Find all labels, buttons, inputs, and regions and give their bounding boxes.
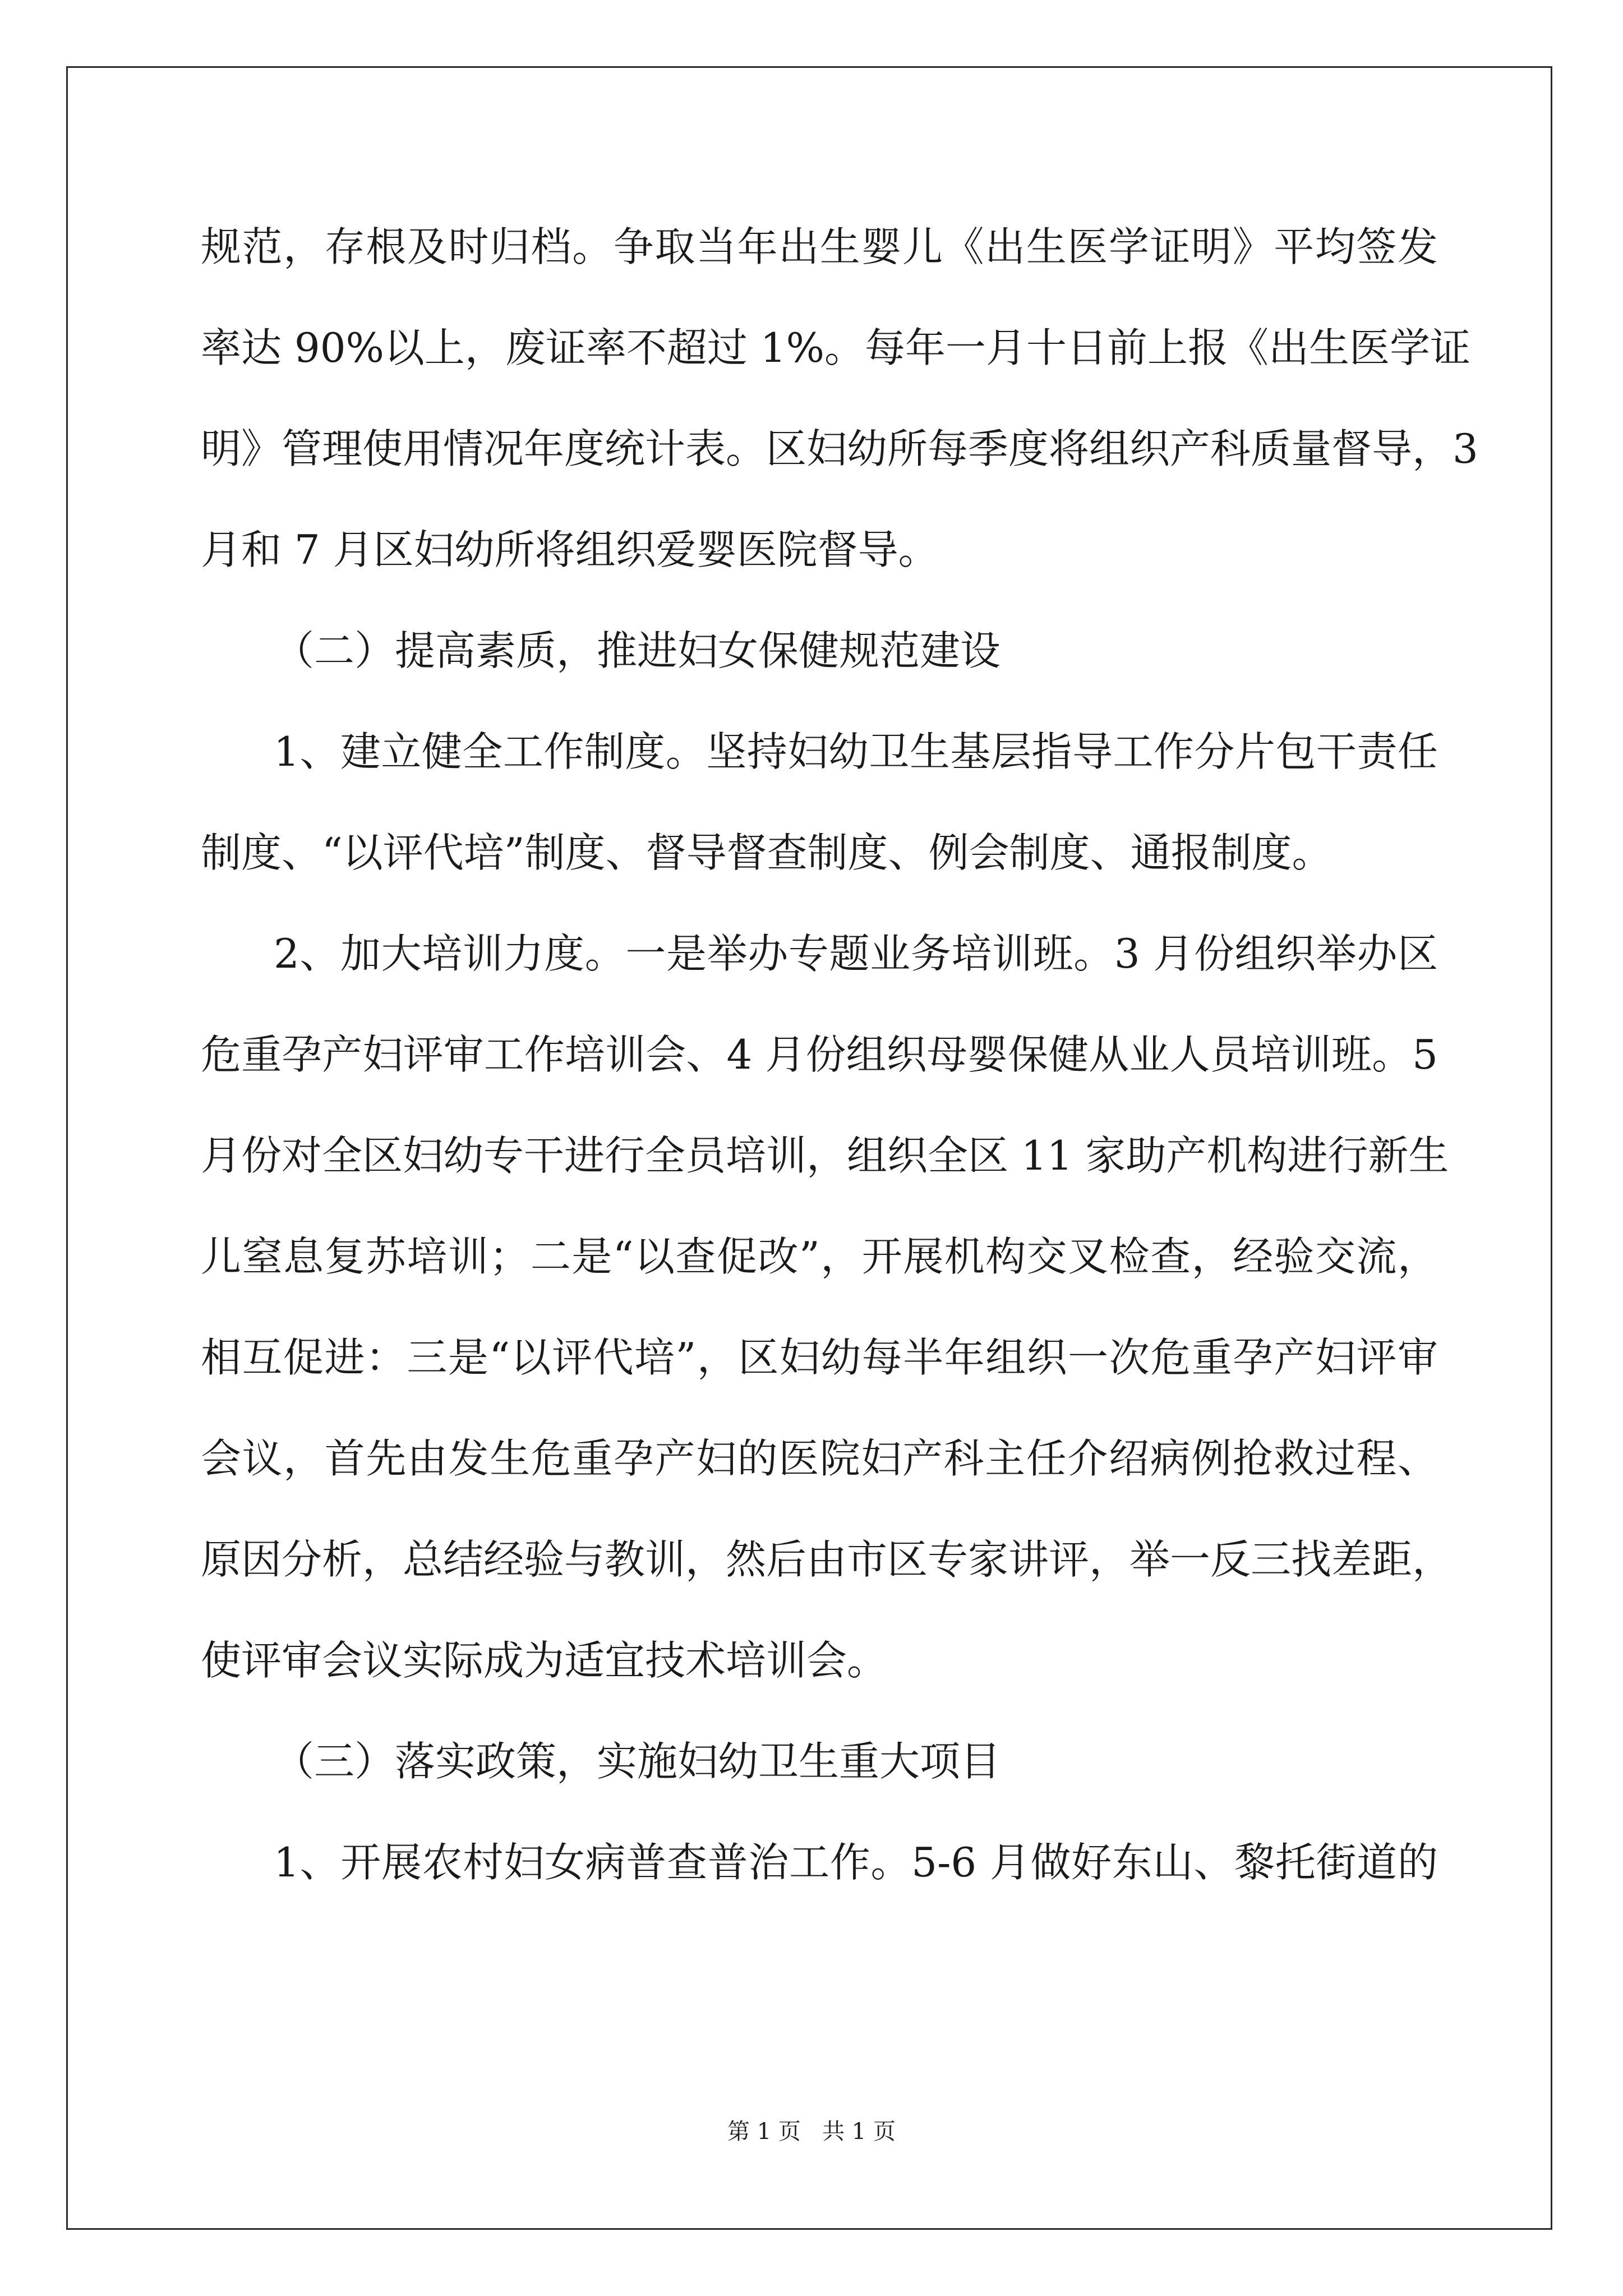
body-line: 2、加大培训力度。一是举办专题业务培训班。3 月份组织举办区 <box>274 930 1438 977</box>
body-line: 规范，存根及时归档。争取当年出生婴儿《出生医学证明》平均签发 <box>201 223 1438 270</box>
body-line: 使评审会议实际成为适宜技术培训会。 <box>201 1637 888 1684</box>
body-line: 制度、“以评代培”制度、督导督查制度、例会制度、通报制度。 <box>201 829 1332 876</box>
section-heading: （二）提高素质，推进妇女保健规范建设 <box>274 627 1001 674</box>
body-line: 原因分析，总结经验与教训，然后由市区专家讲评，举一反三找差距， <box>201 1536 1453 1583</box>
body-line: 明》管理使用情况年度统计表。区妇幼所每季度将组织产科质量督导，3 <box>201 425 1478 472</box>
body-line: 月和 7 月区妇幼所将组织爱婴医院督导。 <box>201 526 939 573</box>
body-line: 1、建立健全工作制度。坚持妇幼卫生基层指导工作分片包干责任 <box>274 728 1438 775</box>
body-line: 儿窒息复苏培训；二是“以查促改”，开展机构交叉检查，经验交流， <box>201 1233 1438 1280</box>
body-line: 1、开展农村妇女病普查普治工作。5-6 月做好东山、黎托街道的 <box>274 1839 1438 1886</box>
body-line: 会议，首先由发生危重孕产妇的医院妇产科主任介绍病例抢救过程、 <box>201 1435 1438 1482</box>
section-heading: （三）落实政策，实施妇幼卫生重大项目 <box>274 1738 1001 1785</box>
body-line: 率达 90%以上，废证率不超过 1%。每年一月十日前上报《出生医学证 <box>201 324 1471 371</box>
body-line: 月份对全区妇幼专干进行全员培训，组织全区 11 家助产机构进行新生 <box>201 1132 1449 1179</box>
page-number-footer: 第 1 页 共 1 页 <box>727 2119 896 2145</box>
body-line: 相互促进：三是“以评代培”，区妇幼每半年组织一次危重孕产妇评审 <box>201 1334 1438 1381</box>
body-line: 危重孕产妇评审工作培训会、4 月份组织母婴保健从业人员培训班。5 <box>201 1031 1438 1078</box>
